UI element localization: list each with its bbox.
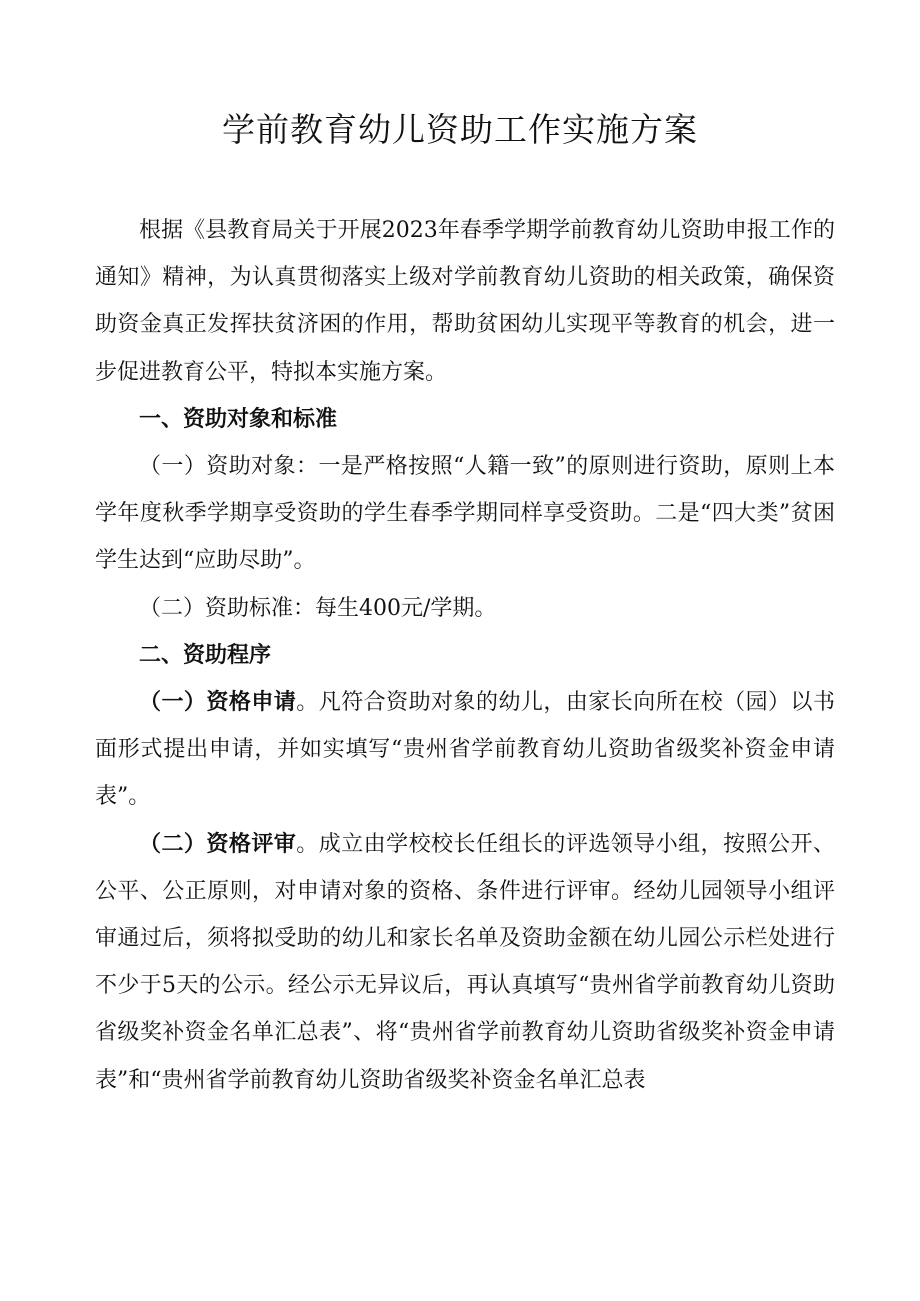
section2-item2-text: 。成立由学校校长任组长的评选领导小组，按照公开、公平、公正原则，对申请对象的资格、条件进行评审。经幼儿园领导小组评审通过后，须将拟受助的幼儿和家长名单及资助金额在幼儿园公示栏处进行不少于5天的公示。经公示无异议后，再认真填写“贵州省学前教育幼儿资助省级奖补资金名单汇总表”、将“贵州省学前教育幼儿资助省级奖补资金申请表”和“贵州省学前教育幼儿资助省级奖补资金名单汇总表 bbox=[95, 831, 835, 1093]
section2-item2 bbox=[95, 821, 835, 1104]
document-body bbox=[95, 207, 835, 1104]
intro-paragraph: 根据《县教育局关于开展2023年春季学期学前教育幼儿资助申报工作的通知》精神，为认真贯彻落实上级对学前教育幼儿资助的相关政策，确保资助资金真正发挥扶贫济困的作用，帮助贫困幼儿实现平等教育的机会，进一步促进教育公平，特拟本实施方案。 bbox=[95, 218, 835, 385]
section1-item1: （一）资助对象：一是严格按照“人籍一致”的原则进行资助，原则上本学年度秋季学期享受资助的学生春季学期同样享受资助。二是“四大类”贫困学生达到“应助尽助”。 bbox=[95, 454, 835, 574]
section-heading-2: 二、资助程序 bbox=[139, 642, 272, 668]
section2-item2-lead: （二）资格评审 bbox=[139, 831, 297, 857]
document-title: 学前教育幼儿资助工作实施方案 bbox=[222, 110, 698, 149]
section1-item2: （二）资助标准：每生400元/学期。 bbox=[139, 595, 497, 621]
section2-item1-text: 。凡符合资助对象的幼儿，由家长向所在校（园）以书面形式提出申请，并如实填写“贵州省学前教育幼儿资助省级奖补资金申请表”。 bbox=[95, 690, 835, 810]
section2-item1-lead: （一）资格申请 bbox=[139, 690, 297, 716]
section-heading-1: 一、资助对象和标准 bbox=[139, 406, 338, 432]
section2-item1 bbox=[95, 679, 835, 821]
